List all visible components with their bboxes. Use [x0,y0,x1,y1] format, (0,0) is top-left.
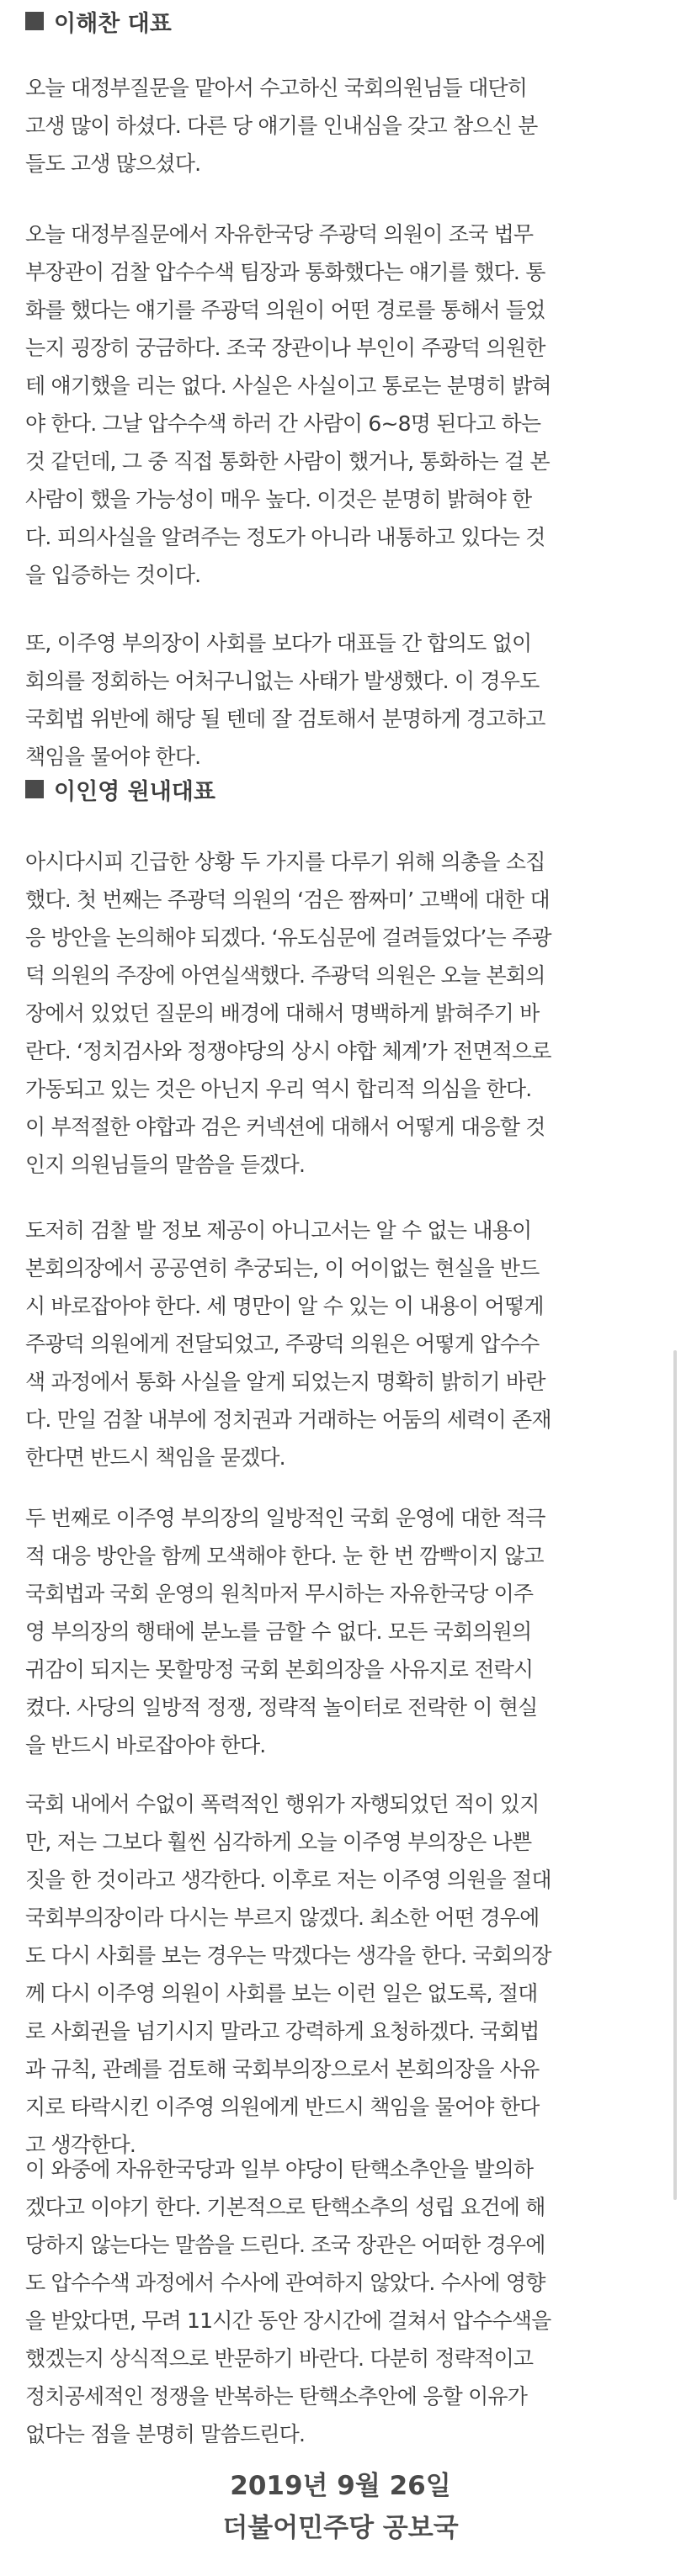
text-line: 국회 내에서 수없이 폭력적인 행위가 자행되었던 적이 있지 [25,1792,540,1816]
paragraph [25,843,657,1184]
text-line: 야 한다. 그날 압수수색 하러 간 사람이 6~8명 된다고 하는 [25,411,541,436]
section-heading-2 [25,772,215,806]
text-line: 고생 많이 하셨다. 다른 당 얘기를 인내심을 갖고 참으신 분 [25,114,538,138]
text-line: 을 반드시 바로잡아야 한다. [25,1733,266,1757]
text-line: 또, 이주영 부의장이 사회를 보다가 대표들 간 합의도 없이 [25,631,532,655]
text-line: 없다는 점을 분명히 말씀드린다. [25,2422,306,2446]
text-line: 사람이 했을 가능성이 매우 높다. 이것은 분명히 밝혀야 한 [25,487,532,511]
text-line: 시 바로잡아야 한다. 세 명만이 알 수 있는 이 내용이 어떻게 [25,1294,544,1318]
paragraph [25,1785,657,2164]
paragraph [25,1211,657,1476]
text-line: 덕 의원의 주장에 아연실색했다. 주광덕 의원은 오늘 본회의 [25,963,545,988]
footer [0,2465,681,2549]
text-line: 귀감이 되지는 못할망정 국회 본회의장을 사유지로 전락시 [25,1657,534,1682]
square-bullet-icon [25,12,44,30]
text-line: 아시다시피 긴급한 상황 두 가지를 다루기 위해 의총을 소집 [25,850,545,874]
text-line: 본회의장에서 공공연히 추궁되는, 이 어이없는 현실을 반드 [25,1256,540,1280]
scrollbar-thumb[interactable] [673,1350,677,2200]
section-heading-text: 이해찬 대표 [54,10,172,37]
text-line: 것 같던데, 그 중 직접 통화한 사람이 했거나, 통화하는 걸 본 [25,449,550,474]
text-line: 부장관이 검찰 압수수색 팀장과 통화했다는 얘기를 했다. 통 [25,260,545,284]
text-line: 켰다. 사당의 일방적 정쟁, 정략적 놀이터로 전락한 이 현실 [25,1695,538,1720]
text-line: 응 방안을 논의해야 되겠다. ‘유도심문에 걸려들었다’는 주광 [25,925,551,950]
text-line: 겠다고 이야기 한다. 기본적으로 탄핵소추의 성립 요건에 해 [25,2195,545,2219]
text-line: 로 사회권을 넘기시지 말라고 강력하게 요청하겠다. 국회법 [25,2019,540,2043]
section-heading-1 [25,4,172,38]
text-line: 도 압수수색 과정에서 수사에 관여하지 않았다. 수사에 영향 [25,2271,545,2295]
text-line: 한다면 반드시 책임을 묻겠다. [25,1445,285,1470]
text-line: 색 과정에서 통화 사실을 알게 되었는지 명확히 밝히기 바란 [25,1370,545,1394]
text-line: 했다. 첫 번째는 주광덕 의원의 ‘검은 짬짜미’ 고백에 대한 대 [25,888,550,912]
text-line: 과 규칙, 관례를 검토해 국회부의장으로서 본회의장을 사유 [25,2057,540,2081]
text-line: 만, 저는 그보다 훨씬 심각하게 오늘 이주영 부의장은 나쁜 [25,1830,532,1854]
text-line: 도저히 검찰 발 정보 제공이 아니고서는 알 수 없는 내용이 [25,1218,532,1243]
text-line: 국회부의장이라 다시는 부르지 않겠다. 최소한 어떤 경우에 [25,1905,540,1930]
text-line: 정치공세적인 정쟁을 반복하는 탄핵소추안에 응할 이유가 [25,2384,528,2409]
text-line: 도 다시 사회를 보는 경우는 막겠다는 생각을 한다. 국회의장 [25,1943,551,1968]
text-line: 책임을 물어야 한다. [25,745,201,769]
text-line: 인지 의원님들의 말씀을 듣겠다. [25,1153,306,1177]
text-line: 했겠는지 상식적으로 반문하기 바란다. 다분히 정략적이고 [25,2346,534,2371]
text-line: 란다. ‘정치검사와 정쟁야당의 상시 야합 체계’가 전면적으로 [25,1039,551,1063]
text-line: 오늘 대정부질문을 맡아서 수고하신 국회의원님들 대단히 [25,76,528,100]
text-line: 이 부적절한 야합과 검은 커넥션에 대해서 어떻게 대응할 것 [25,1115,545,1139]
text-line: 주광덕 의원에게 전달되었고, 주광덕 의원은 어떻게 압수수 [25,1332,540,1356]
text-line: 테 얘기했을 리는 없다. 사실은 사실이고 통로는 분명히 밝혀 [25,374,551,398]
text-line: 화를 했다는 얘기를 주광덕 의원이 어떤 경로를 통해서 들었 [25,298,545,322]
text-line: 국회법과 국회 운영의 원칙마저 무시하는 자유한국당 이주 [25,1582,534,1606]
text-line: 장에서 있었던 질문의 배경에 대해서 명백하게 밝혀주기 바 [25,1001,540,1026]
square-bullet-icon [25,780,44,798]
text-line: 영 부의장의 행태에 분노를 금할 수 없다. 모든 국회의원의 [25,1619,532,1644]
text-line: 적 대응 방안을 함께 모색해야 한다. 눈 한 번 깜빡이지 않고 [25,1544,544,1568]
text-line: 국회법 위반에 해당 될 텐데 잘 검토해서 분명하게 경고하고 [25,707,545,731]
text-line: 회의를 정회하는 어처구니없는 사태가 발생했다. 이 경우도 [25,669,540,693]
paragraph [25,1499,657,1764]
text-line: 짓을 한 것이라고 생각한다. 이후로 저는 이주영 의원을 절대 [25,1868,551,1892]
text-line: 을 입증하는 것이다. [25,563,201,587]
text-line: 을 받았다면, 무려 11시간 동안 장시간에 걸쳐서 압수수색을 [25,2308,551,2333]
text-line: 께 다시 이주영 의원이 사회를 보는 이런 일은 없도록, 절대 [25,1981,538,2006]
paragraph [25,69,657,183]
text-line: 고 생각한다. [25,2133,136,2157]
footer-date: 2019년 9월 26일 [230,2471,451,2501]
text-line: 들도 고생 많으셨다. [25,151,201,176]
paragraph [25,2150,657,2453]
paragraph [25,215,657,594]
text-line: 당하지 않는다는 말씀을 드린다. 조국 장관은 어떠한 경우에 [25,2233,545,2257]
text-line: 이 와중에 자유한국당과 일부 야당이 탄핵소추안을 발의하 [25,2157,534,2181]
text-line: 가동되고 있는 것은 아닌지 우리 역시 합리적 의심을 한다. [25,1077,532,1101]
footer-org: 더불어민주당 공보국 [222,2513,459,2543]
text-line: 는지 굉장히 궁금하다. 조국 장관이나 부인이 주광덕 의원한 [25,336,545,360]
text-line: 두 번째로 이주영 부의장의 일방적인 국회 운영에 대한 적극 [25,1506,545,1530]
paragraph [25,624,657,776]
text-line: 오늘 대정부질문에서 자유한국당 주광덕 의원이 조국 법무 [25,222,534,246]
text-line: 다. 만일 검찰 내부에 정치권과 거래하는 어둠의 세력이 존재 [25,1407,551,1432]
text-line: 다. 피의사실을 알려주는 정도가 아니라 내통하고 있다는 것 [25,525,545,549]
text-line: 지로 타락시킨 이주영 의원에게 반드시 책임을 물어야 한다 [25,2095,540,2119]
section-heading-text: 이인영 원내대표 [54,778,215,805]
